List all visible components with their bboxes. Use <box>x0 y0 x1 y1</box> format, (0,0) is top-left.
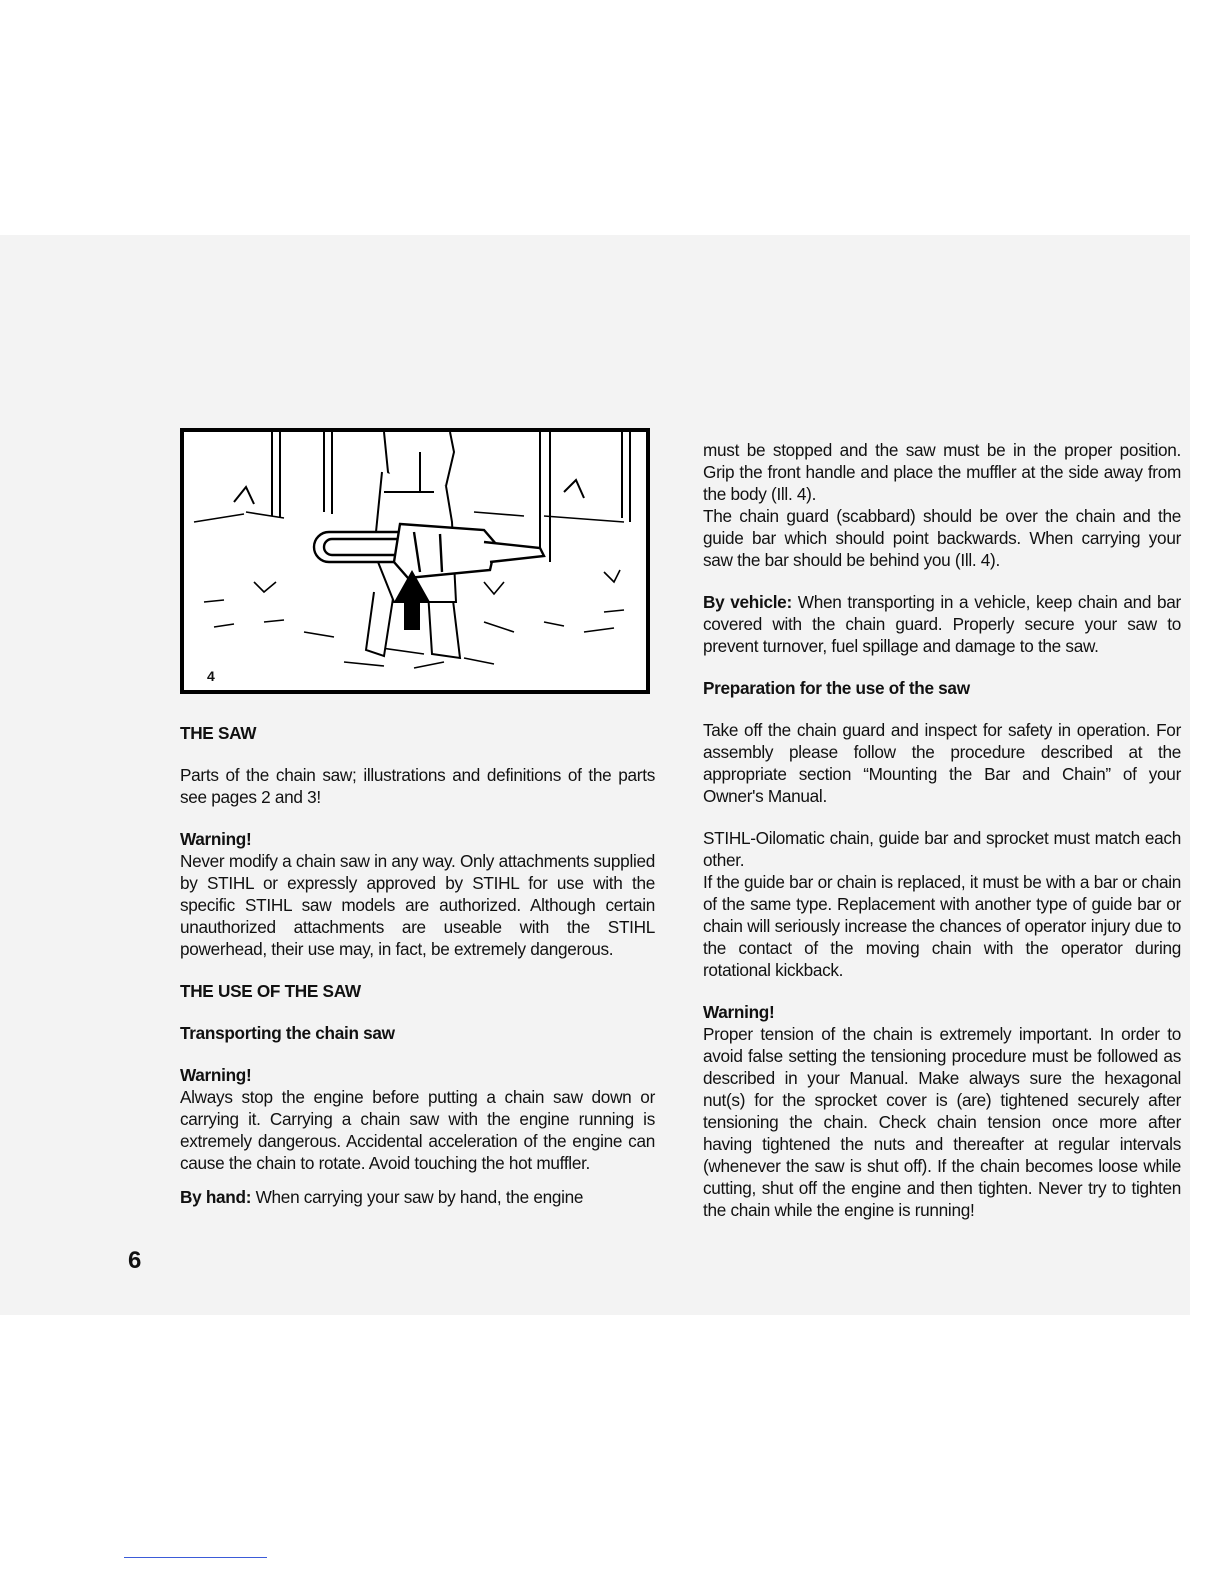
by-vehicle-label: By vehicle: <box>703 592 792 612</box>
replacement-paragraph: If the guide bar or chain is replaced, it must be with a bar or chain of the same type. Replacement with another type of guide bar or chain will seriously increase the chances of operator injury due to the contact of the moving chain with the operator during rotational kickback. <box>703 872 1181 980</box>
footer-link-underline[interactable] <box>124 1557 267 1558</box>
scabbard-paragraph: The chain guard (scabbard) should be over the chain and the guide bar which should point backwards. When carrying your saw the bar should be behind you (Ill. 4). <box>703 506 1181 570</box>
warning-heading: Warning! <box>180 829 252 849</box>
warning-heading: Warning! <box>703 1002 775 1022</box>
modify-warning-paragraph: Never modify a chain saw in any way. Only attachments supplied by STIHL or expressly approved by STIHL for use with the specific STIHL saw models are authorized. Although certain unauthorized attachments are useable with the STIHL powerhead, their use may, in fact, be extremely dangerous. <box>180 851 655 959</box>
left-column <box>180 722 655 1208</box>
by-vehicle-text: When transporting in a vehicle, keep chain and bar covered with the chain guard. Properly secure your saw to prevent turnover, fuel spillage and damage to the saw. <box>703 592 1181 656</box>
parts-paragraph: Parts of the chain saw; illustrations and definitions of the parts see pages 2 and 3! <box>180 765 655 807</box>
right-column <box>703 439 1181 1221</box>
preparation-paragraph: Take off the chain guard and inspect for safety in operation. For assembly please follow the procedure described at the appropriate section “Mounting the Bar and Chain” of your Owner's Manual. <box>703 720 1181 806</box>
by-hand-paragraph <box>180 1186 655 1208</box>
warning-heading: Warning! <box>180 1065 252 1085</box>
preparation-heading: Preparation for the use of the saw <box>703 678 970 698</box>
the-saw-heading: THE SAW <box>180 723 257 743</box>
by-hand-text: When carrying your saw by hand, the engine <box>255 1187 584 1207</box>
oilomatic-paragraph: STIHL-Oilomatic chain, guide bar and sprocket must match each other. <box>703 828 1181 870</box>
stop-engine-warning-paragraph: Always stop the engine before putting a chain saw down or carrying it. Carrying a chain saw with the engine running is extremely dangerous. Accidental acceleration of the engine can cause the chain to rotate. Avoid touching the hot muffler. <box>180 1087 655 1173</box>
by-hand-continued-paragraph: must be stopped and the saw must be in the proper position. Grip the front handle and place the muffler at the side away from the body (Ill. 4). <box>703 440 1181 504</box>
chain-tension-warning-paragraph: Proper tension of the chain is extremely important. In order to avoid false setting the tensioning procedure must be followed as described in your Manual. Make always sure the hexagonal nut(s) for the sprocket cover is (are) tightened securely after tensioning the chain. Check chain tension once more after having tightened the nuts and thereafter at regular intervals (whenever the saw is shut off). If the chain becomes loose while cutting, shut off the engine and then tighten. Never try to tighten the chain while the engine is running! <box>703 1024 1181 1220</box>
chainsaw-carrying-illustration-icon <box>184 432 646 690</box>
by-hand-label: By hand: <box>180 1187 252 1207</box>
chainsaw-carrying-figure <box>180 428 650 694</box>
use-of-saw-heading: THE USE OF THE SAW <box>180 981 361 1001</box>
by-vehicle-paragraph <box>703 591 1181 657</box>
figure-number: 4 <box>207 668 215 684</box>
page-number: 6 <box>128 1247 142 1274</box>
transporting-heading: Transporting the chain saw <box>180 1023 395 1043</box>
